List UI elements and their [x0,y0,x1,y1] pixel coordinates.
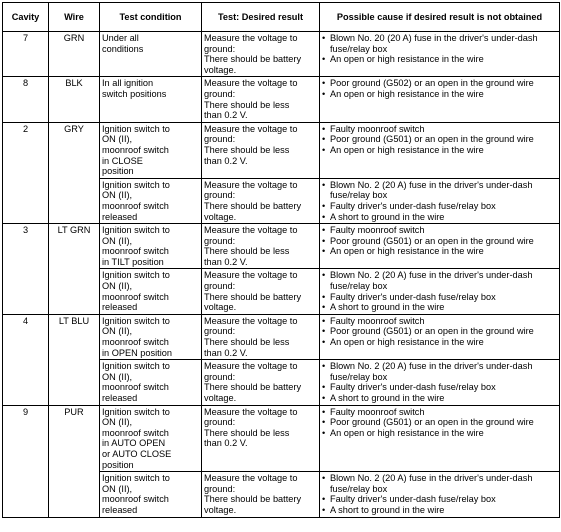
cause-item: • An open or high resistance in the wire [322,89,557,100]
table-row [3,77,560,122]
test-result-cell: Measure the voltage to ground: There should be less than 0.2 V. [202,77,320,122]
table-row [3,122,560,178]
cause-item: • Blown No. 2 (20 A) fuse in the driver's under-dash fuse/relay box [322,473,557,494]
table-row [3,314,560,359]
cause-list [322,270,557,312]
cause-item: • A short to ground in the wire [322,302,557,313]
test-condition-cell: Ignition switch to ON (II), moonroof switch released [100,178,202,223]
cause-item: • Blown No. 2 (20 A) fuse in the driver's under-dash fuse/relay box [322,270,557,291]
cause-item: • Faulty moonroof switch [322,225,557,236]
cause-item: • Poor ground (G502) or an open in the ground wire [322,78,557,89]
header-possible-cause: Possible cause if desired result is not obtained [320,3,560,32]
cause-item: • An open or high resistance in the wire [322,246,557,257]
cause-list [322,78,557,99]
cavity-cell: 3 [3,224,49,315]
wire-cell: LT BLU [49,314,100,405]
possible-cause-cell [320,405,560,472]
cause-item: • An open or high resistance in the wire [322,337,557,348]
cause-item: • An open or high resistance in the wire [322,145,557,156]
header-test-result: Test: Desired result [202,3,320,32]
test-condition-cell: Ignition switch to ON (II), moonroof switch in TILT position [100,224,202,269]
cause-item: • Faulty driver's under-dash fuse/relay box [322,292,557,303]
wire-cell: BLK [49,77,100,122]
cause-item: • Faulty moonroof switch [322,316,557,327]
test-result-cell: Measure the voltage to ground: There should be battery voltage. [202,472,320,517]
cause-item: • A short to ground in the wire [322,505,557,516]
test-result-cell: Measure the voltage to ground: There should be less than 0.2 V. [202,122,320,178]
test-condition-cell: In all ignition switch positions [100,77,202,122]
possible-cause-cell [320,360,560,405]
test-result-cell: Measure the voltage to ground: There should be less than 0.2 V. [202,314,320,359]
cause-list [322,361,557,403]
test-condition-cell: Ignition switch to ON (II), moonroof switch in CLOSE position [100,122,202,178]
cause-item: • Poor ground (G501) or an open in the ground wire [322,326,557,337]
test-result-cell: Measure the voltage to ground: There should be less than 0.2 V. [202,405,320,472]
table-row [3,32,560,77]
wire-cell: GRN [49,32,100,77]
header-wire: Wire [49,3,100,32]
cause-item: • A short to ground in the wire [322,393,557,404]
test-result-cell: Measure the voltage to ground: There should be battery voltage. [202,178,320,223]
test-result-cell: Measure the voltage to ground: There should be battery voltage. [202,32,320,77]
cavity-cell: 7 [3,32,49,77]
possible-cause-cell [320,314,560,359]
table-body [3,32,560,518]
cause-item: • Poor ground (G501) or an open in the ground wire [322,134,557,145]
cavity-cell: 9 [3,405,49,517]
possible-cause-cell [320,32,560,77]
wire-cell: LT GRN [49,224,100,315]
possible-cause-cell [320,77,560,122]
cause-list [322,180,557,222]
cavity-cell: 2 [3,122,49,223]
possible-cause-cell [320,178,560,223]
cause-item: • Poor ground (G501) or an open in the ground wire [322,236,557,247]
test-result-cell: Measure the voltage to ground: There should be battery voltage. [202,360,320,405]
test-condition-cell: Under all conditions [100,32,202,77]
cause-item: • Blown No. 2 (20 A) fuse in the driver's under-dash fuse/relay box [322,180,557,201]
cause-item: • An open or high resistance in the wire [322,428,557,439]
cause-item: • A short to ground in the wire [322,212,557,223]
possible-cause-cell [320,122,560,178]
cause-item: • Poor ground (G501) or an open in the ground wire [322,417,557,428]
cause-item: • Faulty driver's under-dash fuse/relay box [322,382,557,393]
cause-list [322,473,557,515]
test-condition-cell: Ignition switch to ON (II), moonroof switch in AUTO OPEN or AUTO CLOSE position [100,405,202,472]
cause-item: • Faulty driver's under-dash fuse/relay box [322,494,557,505]
test-result-cell: Measure the voltage to ground: There should be less than 0.2 V. [202,224,320,269]
possible-cause-cell [320,472,560,517]
cause-item: • Faulty moonroof switch [322,407,557,418]
cause-list [322,407,557,439]
test-condition-cell: Ignition switch to ON (II), moonroof switch released [100,360,202,405]
header-cavity: Cavity [3,3,49,32]
cause-item: • An open or high resistance in the wire [322,54,557,65]
cause-list [322,124,557,156]
possible-cause-cell [320,224,560,269]
test-condition-cell: Ignition switch to ON (II), moonroof switch in OPEN position [100,314,202,359]
test-condition-cell: Ignition switch to ON (II), moonroof switch released [100,269,202,314]
troubleshooting-table [2,2,560,518]
wire-cell: PUR [49,405,100,517]
possible-cause-cell [320,269,560,314]
cause-item: • Faulty driver's under-dash fuse/relay box [322,201,557,212]
cause-list [322,225,557,257]
header-row [3,3,560,32]
cause-item: • Blown No. 20 (20 A) fuse in the driver's under-dash fuse/relay box [322,33,557,54]
cavity-cell: 4 [3,314,49,405]
header-test-condition: Test condition [100,3,202,32]
table-row [3,224,560,269]
test-condition-cell: Ignition switch to ON (II), moonroof switch released [100,472,202,517]
cause-item: • Faulty moonroof switch [322,124,557,135]
cause-list [322,316,557,348]
table-row [3,405,560,472]
cavity-cell: 8 [3,77,49,122]
wire-cell: GRY [49,122,100,223]
test-result-cell: Measure the voltage to ground: There should be battery voltage. [202,269,320,314]
cause-list [322,33,557,65]
cause-item: • Blown No. 2 (20 A) fuse in the driver's under-dash fuse/relay box [322,361,557,382]
